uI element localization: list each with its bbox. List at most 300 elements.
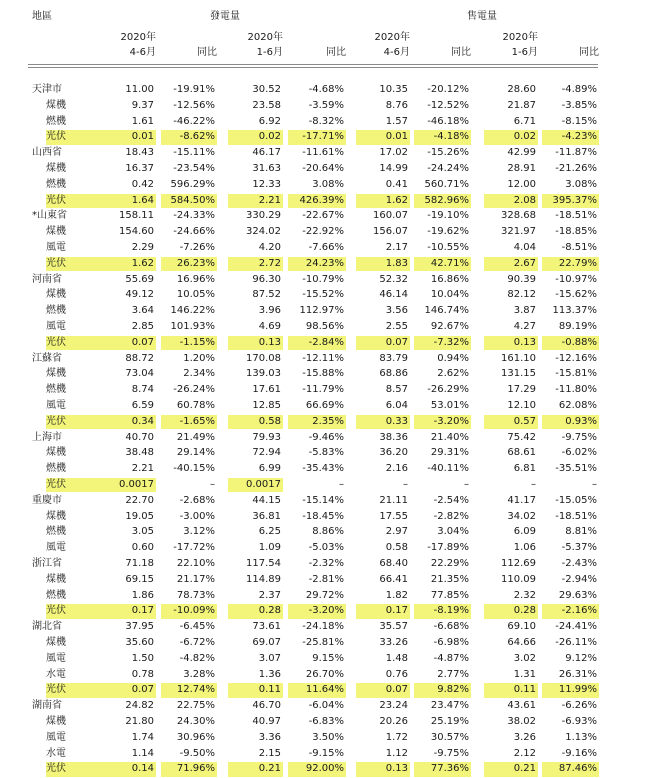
table-subrow xyxy=(0,367,645,383)
cell-value: 0.13 xyxy=(228,336,283,350)
cell-value: -40.15% xyxy=(173,463,215,475)
cell-value: 35.60 xyxy=(125,637,154,648)
cell-value: -18.85% xyxy=(555,226,597,238)
cell-value: 4.27 xyxy=(513,321,536,332)
cell-value: -12.11% xyxy=(302,352,344,364)
cell-value: 3.02 xyxy=(513,652,536,664)
cell-value: -24.24% xyxy=(427,163,469,174)
table-subrow xyxy=(0,683,645,699)
cell-value: -10.09% xyxy=(161,604,217,618)
sales-q2-year: 2020年 xyxy=(374,32,410,43)
row-label: 煤機 xyxy=(46,510,66,522)
cell-value: -12.52% xyxy=(427,99,469,111)
cell-value: 17.29 xyxy=(507,384,536,396)
row-label: 風電 xyxy=(46,321,66,332)
cell-value: 11.64% xyxy=(288,683,346,697)
row-label: 燃機 xyxy=(46,526,66,538)
cell-value: 170.08 xyxy=(246,352,281,364)
cell-value: -35.43% xyxy=(302,463,344,475)
cell-value: 0.28 xyxy=(228,604,283,618)
cell-value: 24.23% xyxy=(288,257,346,271)
row-label: 湖南省 xyxy=(32,700,62,712)
cell-value: 0.57 xyxy=(484,415,538,429)
sales-h1-period: 1-6月 xyxy=(511,47,538,58)
cell-value: 92.67% xyxy=(430,321,469,332)
cell-value: 6.71 xyxy=(513,115,536,127)
row-label: 光伏 xyxy=(46,604,116,618)
cell-value: -19.91% xyxy=(173,84,215,95)
cell-value: -15.62% xyxy=(555,289,597,301)
cell-value: -26.11% xyxy=(555,637,597,648)
cell-value: -6.68% xyxy=(433,621,469,633)
row-label: 光伏 xyxy=(46,415,116,429)
cell-value: -15.14% xyxy=(302,494,344,506)
table-row xyxy=(0,431,645,447)
cell-value: -4.87% xyxy=(433,652,469,664)
table-subrow xyxy=(0,99,645,115)
row-label: 風電 xyxy=(46,400,66,411)
cell-value: -46.22% xyxy=(173,115,215,127)
cell-value: 77.85% xyxy=(430,589,469,601)
cell-value: 0.93% xyxy=(542,415,599,429)
cell-value: 20.26 xyxy=(379,716,408,727)
row-label: 江蘇省 xyxy=(32,352,62,364)
cell-value: -10.97% xyxy=(555,273,597,285)
cell-value: 0.33 xyxy=(356,415,410,429)
cell-value: 88.72 xyxy=(125,352,154,364)
cell-value: 55.69 xyxy=(125,273,154,285)
cell-value: 1.06 xyxy=(513,542,536,554)
cell-value: 41.17 xyxy=(507,494,536,506)
table-subrow xyxy=(0,415,645,431)
cell-value: 16.37 xyxy=(125,163,154,174)
cell-value: 3.05 xyxy=(131,526,154,538)
cell-value: 75.42 xyxy=(507,431,536,443)
cell-value: 22.79% xyxy=(542,257,599,271)
row-label: 光伏 xyxy=(46,478,116,492)
cell-value: -6.72% xyxy=(179,637,215,648)
cell-value: 96.30 xyxy=(252,273,281,285)
cell-value: 6.92 xyxy=(258,115,281,127)
cell-value: 29.31% xyxy=(430,447,469,459)
cell-value: -22.67% xyxy=(302,210,344,222)
cell-value: 17.61 xyxy=(252,384,281,396)
cell-value: -2.82% xyxy=(433,510,469,522)
cell-value: 10.05% xyxy=(176,289,215,301)
cell-value: -20.12% xyxy=(427,84,469,95)
row-label: 光伏 xyxy=(46,683,116,697)
row-label: 煤機 xyxy=(46,573,66,585)
row-label: 燃機 xyxy=(46,463,66,475)
cell-value: 53.01% xyxy=(430,400,469,411)
gen-h1-yoy: 同比 xyxy=(326,47,346,58)
cell-value: 30.57% xyxy=(430,731,469,743)
cell-value: 4.04 xyxy=(513,242,536,253)
cell-value: 1.86 xyxy=(131,589,154,601)
row-label: 風電 xyxy=(46,731,66,743)
cell-value: 24.30% xyxy=(176,716,215,727)
cell-value: 2.72 xyxy=(228,257,283,271)
cell-value: 2.85 xyxy=(131,321,154,332)
cell-value: 26.23% xyxy=(161,257,217,271)
cell-value: 21.49% xyxy=(176,431,215,443)
cell-value: -7.66% xyxy=(308,242,344,253)
cell-value: -11.87% xyxy=(555,147,597,159)
cell-value: 110.09 xyxy=(501,573,536,585)
row-label: 燃機 xyxy=(46,305,66,317)
cell-value: 0.14 xyxy=(104,762,156,776)
cell-value: 0.13 xyxy=(484,336,538,350)
cell-value: 8.86% xyxy=(312,526,344,538)
cell-value: 35.57 xyxy=(379,621,408,633)
gen-q2-yoy: 同比 xyxy=(197,47,217,58)
cell-value: 0.11 xyxy=(228,683,283,697)
cell-value: -26.24% xyxy=(173,384,215,396)
cell-value: -19.62% xyxy=(427,226,469,238)
cell-value: -5.83% xyxy=(308,447,344,459)
cell-value: 0.17 xyxy=(104,604,156,618)
table-row xyxy=(0,83,645,99)
cell-value: 28.91 xyxy=(507,163,536,174)
cell-value: -6.26% xyxy=(561,700,597,712)
row-label: 煤機 xyxy=(46,716,66,727)
cell-value: 31.63 xyxy=(252,163,281,174)
table-subrow xyxy=(0,478,645,494)
cell-value: 22.70 xyxy=(125,494,154,506)
cell-value: 78.73% xyxy=(176,589,215,601)
cell-value: -25.81% xyxy=(302,637,344,648)
cell-value: 2.17 xyxy=(385,242,408,253)
cell-value: 2.08 xyxy=(484,194,538,208)
cell-value: 82.12 xyxy=(507,289,536,301)
cell-value: 37.95 xyxy=(125,621,154,633)
row-label: 浙江省 xyxy=(32,558,62,569)
cell-value: 68.40 xyxy=(379,558,408,569)
cell-value: 21.17% xyxy=(176,573,215,585)
cell-value: -17.72% xyxy=(173,542,215,554)
cell-value: -15.52% xyxy=(302,289,344,301)
cell-value: 4.20 xyxy=(258,242,281,253)
cell-value: 18.43 xyxy=(125,147,154,159)
cell-value: -21.26% xyxy=(555,163,597,174)
cell-value: -6.02% xyxy=(561,447,597,459)
cell-value: 2.62% xyxy=(437,368,469,380)
cell-value: 12.85 xyxy=(252,400,281,411)
cell-value: -4.82% xyxy=(179,652,215,664)
cell-value: 2.35% xyxy=(288,415,346,429)
cell-value: 52.32 xyxy=(379,273,408,285)
cell-value: 0.60 xyxy=(131,542,154,554)
row-label: 風電 xyxy=(46,652,66,664)
cell-value: 30.52 xyxy=(252,84,281,95)
cell-value: 3.04% xyxy=(437,526,469,538)
cell-value: 30.96% xyxy=(176,731,215,743)
cell-value: -19.10% xyxy=(427,210,469,222)
cell-value: 23.47% xyxy=(430,700,469,712)
cell-value: 25.19% xyxy=(430,716,469,727)
cell-value: 69.10 xyxy=(507,621,536,633)
cell-value: 8.76 xyxy=(385,99,408,111)
cell-value: 2.37 xyxy=(258,589,281,601)
cell-value: -5.37% xyxy=(561,542,597,554)
cell-value: 44.15 xyxy=(252,494,281,506)
row-label: 風電 xyxy=(46,542,66,554)
cell-value: -18.45% xyxy=(302,510,344,522)
cell-value: 26.70% xyxy=(305,668,344,680)
cell-value: -15.81% xyxy=(555,368,597,380)
cell-value: 158.11 xyxy=(119,210,154,222)
row-label: 湖北省 xyxy=(32,621,62,633)
cell-value: -2.32% xyxy=(308,558,344,569)
cell-value: 87.52 xyxy=(252,289,281,301)
cell-value: 68.61 xyxy=(507,447,536,459)
row-label: 煤機 xyxy=(46,637,66,648)
row-label: 光伏 xyxy=(46,130,116,144)
cell-value: -6.98% xyxy=(433,637,469,648)
table-subrow xyxy=(0,115,645,131)
cell-value: 1.83 xyxy=(356,257,410,271)
cell-value: 160.07 xyxy=(373,210,408,222)
cell-value: 29.72% xyxy=(305,589,344,601)
table-subrow xyxy=(0,130,645,146)
cell-value: -8.15% xyxy=(561,115,597,127)
cell-value: -2.94% xyxy=(561,573,597,585)
row-label: 天津市 xyxy=(32,84,62,95)
row-label: 光伏 xyxy=(46,194,116,208)
cell-value: 3.50% xyxy=(312,731,344,743)
cell-value: 1.14 xyxy=(131,747,154,759)
cell-value: 79.93 xyxy=(252,431,281,443)
cell-value: – xyxy=(210,479,215,490)
row-label: 光伏 xyxy=(46,257,116,271)
table-row xyxy=(0,352,645,368)
cell-value: -15.26% xyxy=(427,147,469,159)
cell-value: 6.99 xyxy=(258,463,281,475)
cell-value: 1.72 xyxy=(385,731,408,743)
cell-value: 1.62 xyxy=(104,257,156,271)
cell-value: 3.36 xyxy=(258,731,281,743)
sales-q2-period: 4-6月 xyxy=(383,47,410,58)
cell-value: 10.04% xyxy=(430,289,469,301)
cell-value: 324.02 xyxy=(246,226,281,238)
cell-value: -20.64% xyxy=(302,163,344,174)
cell-value: 26.31% xyxy=(558,668,597,680)
table-subrow xyxy=(0,668,645,684)
cell-value: 1.13% xyxy=(565,731,597,743)
cell-value: 6.81 xyxy=(513,463,536,475)
table-subrow xyxy=(0,194,645,210)
row-label: 燃機 xyxy=(46,589,66,601)
cell-value: -3.20% xyxy=(288,604,346,618)
cell-value: 21.35% xyxy=(430,573,469,585)
table-row xyxy=(0,494,645,510)
cell-value: 0.28 xyxy=(484,604,538,618)
cell-value: -40.11% xyxy=(427,463,469,475)
cell-value: 3.26 xyxy=(513,731,536,743)
row-label: 光伏 xyxy=(46,762,116,776)
cell-value: 2.77% xyxy=(437,668,469,680)
cell-value: 60.78% xyxy=(176,400,215,411)
cell-value: 90.39 xyxy=(507,273,536,285)
cell-value: -24.33% xyxy=(173,210,215,222)
cell-value: 4.69 xyxy=(258,321,281,332)
header-divider-top xyxy=(28,64,598,65)
cell-value: 46.14 xyxy=(379,289,408,301)
cell-value: 0.34 xyxy=(104,415,156,429)
cell-value: 36.81 xyxy=(252,510,281,522)
cell-value: -17.89% xyxy=(427,542,469,554)
cell-value: 1.36 xyxy=(258,668,281,680)
table-subrow xyxy=(0,336,645,352)
region-header: 地區 xyxy=(32,11,52,22)
cell-value: 17.55 xyxy=(379,510,408,522)
cell-value: -11.79% xyxy=(302,384,344,396)
cell-value: 112.97% xyxy=(299,305,344,317)
cell-value: -2.84% xyxy=(288,336,346,350)
cell-value: -4.18% xyxy=(414,130,471,144)
cell-value: 2.97 xyxy=(385,526,408,538)
cell-value: 23.58 xyxy=(252,99,281,111)
cell-value: 0.42 xyxy=(131,178,154,190)
cell-value: -2.54% xyxy=(433,494,469,506)
cell-value: 77.36% xyxy=(414,762,471,776)
cell-value: 42.99 xyxy=(507,147,536,159)
table-subrow xyxy=(0,652,645,668)
cell-value: -24.41% xyxy=(555,621,597,633)
cell-value: 0.76 xyxy=(385,668,408,680)
cell-value: 101.93% xyxy=(170,321,215,332)
cell-value: 2.34% xyxy=(183,368,215,380)
cell-value: 3.28% xyxy=(183,668,215,680)
cell-value: 3.96 xyxy=(258,305,281,317)
cell-value: 92.00% xyxy=(288,762,346,776)
cell-value: 71.18 xyxy=(125,558,154,569)
cell-value: -8.19% xyxy=(414,604,471,618)
cell-value: -3.00% xyxy=(179,510,215,522)
cell-value: – xyxy=(403,479,408,490)
table-row xyxy=(0,273,645,289)
cell-value: 2.29 xyxy=(131,242,154,253)
cell-value: 131.15 xyxy=(501,368,536,380)
cell-value: 69.15 xyxy=(125,573,154,585)
cell-value: 3.08% xyxy=(565,178,597,190)
table-subrow xyxy=(0,383,645,399)
cell-value: 1.09 xyxy=(258,542,281,554)
cell-value: 0.21 xyxy=(484,762,538,776)
cell-value: -6.04% xyxy=(308,700,344,712)
cell-value: -6.45% xyxy=(179,621,215,633)
cell-value: 6.25 xyxy=(258,526,281,538)
table-subrow xyxy=(0,320,645,336)
cell-value: 87.46% xyxy=(542,762,599,776)
row-label: 重慶市 xyxy=(32,494,62,506)
cell-value: 68.86 xyxy=(379,368,408,380)
cell-value: 23.24 xyxy=(379,700,408,712)
cell-value: 21.87 xyxy=(507,99,536,111)
cell-value: 29.63% xyxy=(558,589,597,601)
cell-value: 83.79 xyxy=(379,352,408,364)
cell-value: 73.04 xyxy=(125,368,154,380)
cell-value: -2.68% xyxy=(179,494,215,506)
cell-value: -1.65% xyxy=(161,415,217,429)
row-label: 煤機 xyxy=(46,447,66,459)
table-subrow xyxy=(0,747,645,763)
cell-value: -8.51% xyxy=(561,242,597,253)
cell-value: 9.82% xyxy=(414,683,471,697)
cell-value: 66.69% xyxy=(305,400,344,411)
row-label: 水電 xyxy=(46,668,66,680)
table-subrow xyxy=(0,715,645,731)
cell-value: -4.89% xyxy=(561,84,597,95)
cell-value: 46.70 xyxy=(252,700,281,712)
cell-value: 1.61 xyxy=(131,115,154,127)
cell-value: -23.54% xyxy=(173,163,215,174)
cell-value: -10.79% xyxy=(302,273,344,285)
cell-value: 2.21 xyxy=(131,463,154,475)
cell-value: 0.0017 xyxy=(104,478,156,492)
cell-value: 28.60 xyxy=(507,84,536,95)
cell-value: -12.56% xyxy=(173,99,215,111)
sales-header: 售電量 xyxy=(467,11,497,22)
cell-value: 114.89 xyxy=(246,573,281,585)
cell-value: -10.55% xyxy=(427,242,469,253)
cell-value: 6.09 xyxy=(513,526,536,538)
table-subrow xyxy=(0,304,645,320)
cell-value: -3.85% xyxy=(561,99,597,111)
table-subrow xyxy=(0,225,645,241)
row-label: 煤機 xyxy=(46,289,66,301)
cell-value: 139.03 xyxy=(246,368,281,380)
cell-value: 9.12% xyxy=(565,652,597,664)
cell-value: 113.37% xyxy=(552,305,597,317)
cell-value: -8.32% xyxy=(308,115,344,127)
cell-value: -22.92% xyxy=(302,226,344,238)
cell-value: 1.31 xyxy=(513,668,536,680)
table-subrow xyxy=(0,462,645,478)
row-label: 煤機 xyxy=(46,163,66,174)
generation-header: 發電量 xyxy=(210,11,240,22)
cell-value: 1.20% xyxy=(183,352,215,364)
cell-value: -3.59% xyxy=(308,99,344,111)
cell-value: 0.78 xyxy=(131,668,154,680)
cell-value: 146.74% xyxy=(424,305,469,317)
cell-value: 0.02 xyxy=(484,130,538,144)
table-row xyxy=(0,209,645,225)
row-label: 光伏 xyxy=(46,336,116,350)
cell-value: 40.70 xyxy=(125,431,154,443)
cell-value: 12.74% xyxy=(161,683,217,697)
table-row xyxy=(0,557,645,573)
cell-value: 2.55 xyxy=(385,321,408,332)
cell-value: 8.81% xyxy=(565,526,597,538)
table-subrow xyxy=(0,241,645,257)
cell-value: 12.10 xyxy=(507,400,536,411)
cell-value: -9.15% xyxy=(308,747,344,759)
row-label: 燃機 xyxy=(46,115,66,127)
table-subrow xyxy=(0,525,645,541)
cell-value: 17.02 xyxy=(379,147,408,159)
cell-value: -15.05% xyxy=(555,494,597,506)
cell-value: 1.50 xyxy=(131,652,154,664)
cell-value: 1.64 xyxy=(104,194,156,208)
cell-value: -4.23% xyxy=(542,130,599,144)
cell-value: -35.51% xyxy=(555,463,597,475)
cell-value: 62.08% xyxy=(558,400,597,411)
cell-value: 64.66 xyxy=(507,637,536,648)
cell-value: -9.75% xyxy=(561,431,597,443)
cell-value: 2.12 xyxy=(513,747,536,759)
cell-value: -9.16% xyxy=(561,747,597,759)
